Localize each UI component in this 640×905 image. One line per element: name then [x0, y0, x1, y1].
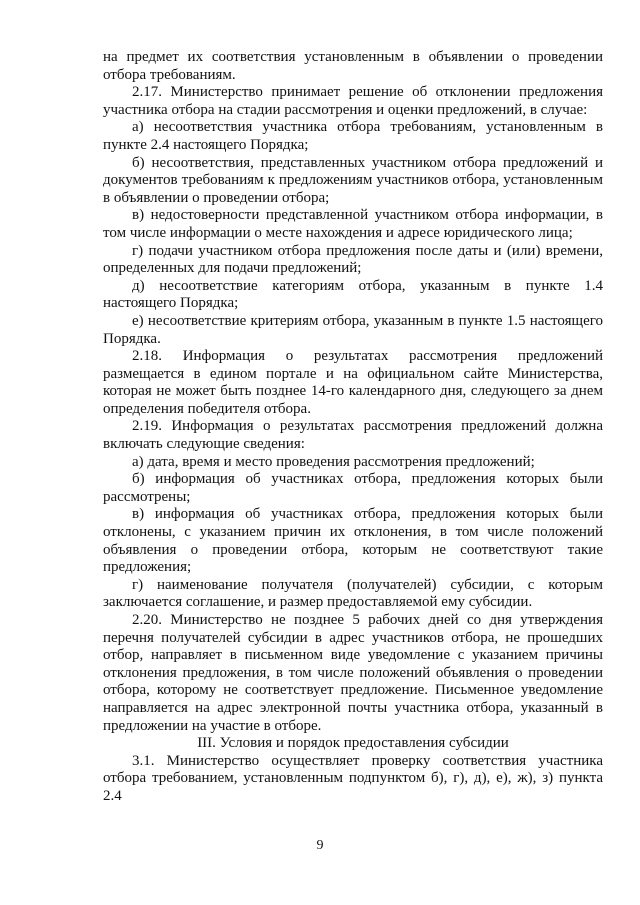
clause-2-17: 2.17. Министерство принимает решение об отклонении предложения участника отбора на стадии рассмотрения и оценки предложений, в случае:	[103, 84, 603, 118]
clause-2-19: 2.19. Информация о результатах рассмотрения предложений должна включать следующие сведения:	[103, 418, 603, 453]
clause-2-17-a: а) несоответствия участника отбора требованиям, установленным в пункте 2.4 настоящего Порядка;	[103, 119, 603, 153]
clause-2-17-e: е) несоответствие критериям отбора, указанным в пункте 1.5 настоящего Порядка.	[103, 312, 603, 347]
clause-2-17-b: б) несоответствия, представленных участником отбора предложений и документов требованиям к предложениям участников отбора, установленным в объявлении о проведении отбора;	[103, 154, 603, 206]
section-title: III. Условия и порядок предоставления субсидии	[197, 735, 509, 752]
clause-2-20: 2.20. Министерство не позднее 5 рабочих дней со дня утверждения перечня получателей субсидии в адрес участников отбора, не прошедших отбор, направляет в письменном виде уведомление с указанием причины отклонения предложения, в том числе положений объявления о проведении отбора, которому не соответствует предложение. Письменное уведомление направляется на адрес электронной почты участника отбора, указанный в предложении на участие в отборе.	[103, 612, 603, 734]
clause-2-19-g: г) наименование получателя (получателей) субсидии, с которым заключается соглашение, и размер предоставляемой ему субсидии.	[103, 576, 603, 611]
clause-2-17-g: г) подачи участником отбора предложения после даты и (или) времени, определенных для подачи предложений;	[103, 242, 603, 277]
page-number: 9	[316, 838, 324, 853]
clause-2-18: 2.18. Информация о результатах рассмотрения предложений размещается в едином портале и на официальном сайте Министерства, которая не может быть позднее 14-го календарного дня, следующего за днем определения победителя отбора.	[103, 348, 603, 417]
clause-2-19-b: б) информация об участниках отбора, предложения которых были рассмотрены;	[103, 471, 603, 505]
clause-3-1: 3.1. Министерство осуществляет проверку соответствия участника отбора требованием, установленным подпунктом б), г), д), е), ж), з) пункта 2.4	[103, 752, 603, 804]
clause-2-17-d: д) несоответствие категориям отбора, указанным в пункте 1.4 настоящего Порядка;	[103, 277, 603, 312]
clause-2-19-a: а) дата, время и место проведения рассмотрения предложений;	[132, 453, 535, 470]
clause-2-17-v: в) недостоверности представленной участником отбора информации, в том числе информации о месте нахождения и адресе юридического лица;	[103, 207, 603, 241]
document-page	[103, 49, 603, 806]
clause-2-19-v: в) информация об участниках отбора, предложения которых были отклонены, с указанием причин их отклонения, в том числе положений объявления о проведении отбора, которым не соответствуют такие предложения;	[103, 506, 603, 576]
paragraph-continuation: на предмет их соответствия установленным в объявлении о проведении отбора требованиям.	[103, 49, 603, 83]
